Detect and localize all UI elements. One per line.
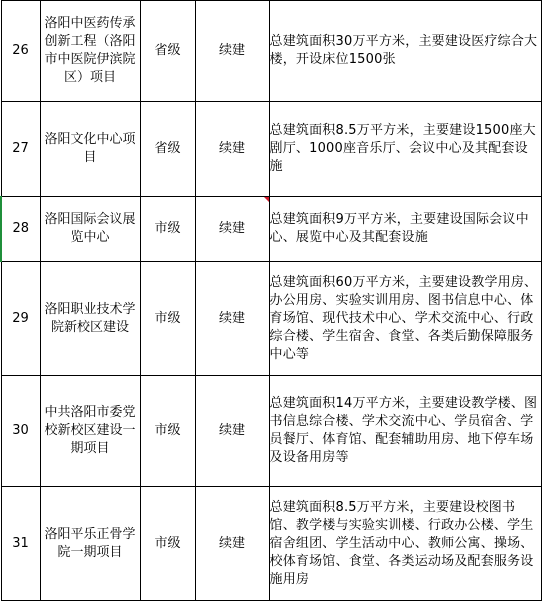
project-description-cell[interactable]: 总建筑面积8.5万平方米，主要建设1500座大剧厅、1000座音乐厅、会议中心及其配套设施 xyxy=(269,102,541,197)
project-status-cell[interactable]: 续建 xyxy=(195,376,269,487)
project-name-cell[interactable]: 洛阳中医药传承创新工程（洛阳市中医院伊滨院区）项目 xyxy=(40,1,140,102)
row-number-cell[interactable]: 31 xyxy=(1,487,40,601)
table-row xyxy=(1,102,541,197)
project-name-cell[interactable]: 洛阳平乐正骨学院一期项目 xyxy=(40,487,140,601)
project-name-cell[interactable]: 洛阳文化中心项目 xyxy=(40,102,140,197)
project-name-cell[interactable]: 中共洛阳市委党校新校区建设一期项目 xyxy=(40,376,140,487)
project-status-text: 续建 xyxy=(218,221,245,236)
project-level-cell[interactable]: 市级 xyxy=(140,376,195,487)
project-description-cell[interactable]: 总建筑面积30万平方米，主要建设医疗综合大楼，开设床位1500张 xyxy=(269,1,541,102)
project-status-cell[interactable]: 续建 xyxy=(195,262,269,376)
comment-indicator-icon[interactable] xyxy=(264,197,269,202)
row-number-cell[interactable]: 26 xyxy=(1,1,40,102)
project-level-cell[interactable]: 市级 xyxy=(140,487,195,601)
project-name-cell[interactable]: 洛阳国际会议展览中心 xyxy=(40,197,140,262)
row-number-cell[interactable]: 28 xyxy=(1,197,40,262)
table-row xyxy=(1,487,541,601)
table-row xyxy=(1,262,541,376)
project-level-cell[interactable]: 市级 xyxy=(140,262,195,376)
table-row xyxy=(1,197,541,262)
project-description-cell[interactable]: 总建筑面积14万平方米，主要建设教学楼、图书信息综合楼、学术交流中心、学员宿舍、学员餐厅、体育馆、配套辅助用房、地下停车场及设备用房等 xyxy=(269,376,541,487)
project-level-cell[interactable]: 市级 xyxy=(140,197,195,262)
project-description-cell[interactable]: 总建筑面积8.5万平方米，主要建设校图书馆、教学楼与实验实训楼、行政办公楼、学生宿舍组团、学生活动中心、教师公寓、操场、校体育场馆、食堂、各类运动场及配套服务设施用房 xyxy=(269,487,541,601)
project-status-cell[interactable]: 续建 xyxy=(195,1,269,102)
project-status-cell[interactable]: 续建 xyxy=(195,102,269,197)
project-description-cell[interactable]: 总建筑面积60万平方米，主要建设教学用房、办公用房、实验实训用房、图书信息中心、体育场馆、现代技术中心、学术交流中心、行政综合楼、学生宿舍、食堂、各类后勤保障服务中心等 xyxy=(269,262,541,376)
table-row xyxy=(1,1,541,102)
project-level-cell[interactable]: 省级 xyxy=(140,1,195,102)
project-name-cell[interactable]: 洛阳职业技术学院新校区建设 xyxy=(40,262,140,376)
project-status-cell[interactable]: 续建 xyxy=(195,487,269,601)
table-row xyxy=(1,376,541,487)
row-number-cell[interactable]: 27 xyxy=(1,102,40,197)
row-number-cell[interactable]: 30 xyxy=(1,376,40,487)
project-level-cell[interactable]: 省级 xyxy=(140,102,195,197)
project-status-cell[interactable] xyxy=(195,197,269,262)
row-number-cell[interactable]: 29 xyxy=(1,262,40,376)
project-description-cell[interactable]: 总建筑面积9万平方米，主要建设国际会议中心、展览中心及其配套设施 xyxy=(269,197,541,262)
